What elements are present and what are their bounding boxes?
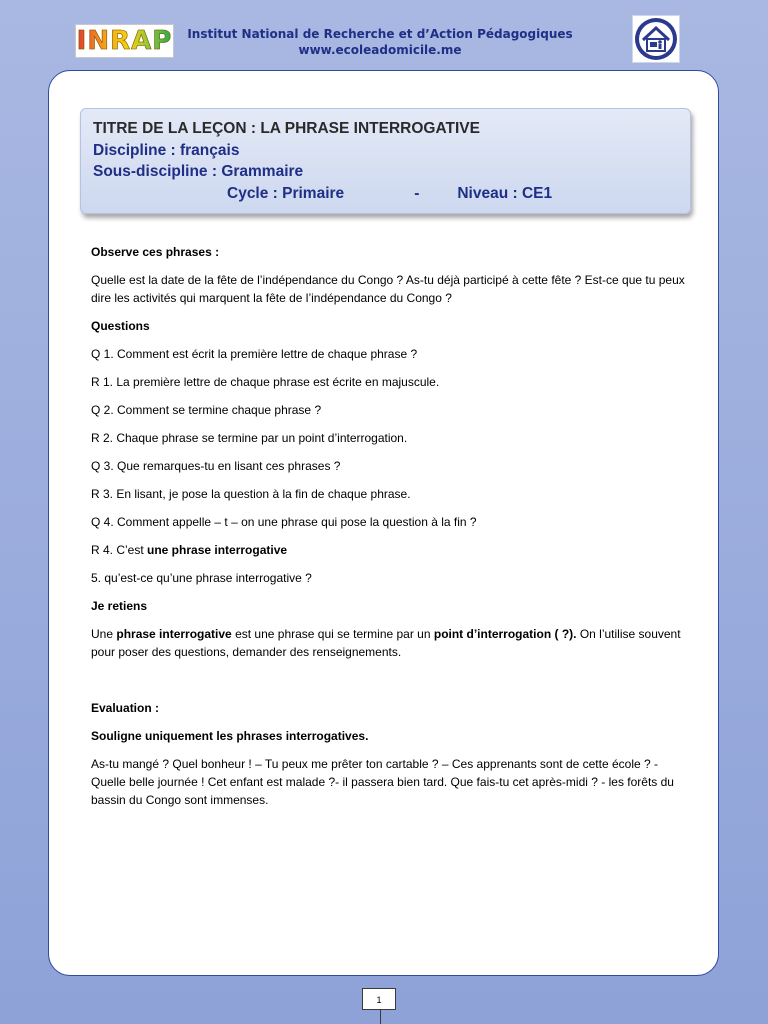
retiens-bold-1: phrase interrogative xyxy=(116,627,232,641)
lesson-title: TITRE DE LA LEÇON : LA PHRASE INTERROGATIVE xyxy=(93,120,480,137)
observe-heading: Observe ces phrases : xyxy=(91,245,220,259)
website-link[interactable]: www.ecoleadomicile.me xyxy=(298,43,462,57)
retiens-part-3: On l’utilise souvent pour poser des questions, demander des renseignements. xyxy=(91,627,681,659)
answer-4-prefix: R 4. C’est xyxy=(91,543,148,557)
retiens-heading: Je retiens xyxy=(91,599,148,613)
answer-4 xyxy=(91,541,691,559)
question-2: Q 2. Comment se termine chaque phrase ? xyxy=(91,403,322,417)
inrap-logo xyxy=(75,24,174,58)
evaluation-text: As-tu mangé ? Quel bonheur ! – Tu peux me prêter ton cartable ? – Ces apprenants sont de cette école ? - Quelle belle journée ! Cet enfant est malade ?- il passera bien tard. Que fais-tu cet après-midi ? - les forêts du bassin du Congo sont immenses. xyxy=(91,757,674,807)
lesson-title-box xyxy=(80,108,691,214)
cycle-separator: - xyxy=(414,184,420,202)
inrap-logo-text: INRAP xyxy=(76,26,173,56)
lesson-niveau: Niveau : CE1 xyxy=(457,184,553,202)
retiens-part-2: est une phrase qui se termine par un xyxy=(231,627,434,641)
question-4: Q 4. Comment appelle – t – on une phrase qui pose la question à la fin ? xyxy=(91,515,477,529)
lesson-content xyxy=(91,243,691,819)
page-number-divider xyxy=(380,1010,381,1024)
questions-heading: Questions xyxy=(91,319,150,333)
retiens-bold-2: point d’interrogation ( ?). xyxy=(433,627,577,641)
page-header xyxy=(0,0,768,70)
answer-2: R 2. Chaque phrase se termine par un point d’interrogation. xyxy=(91,431,408,445)
answer-3: R 3. En lisant, je pose la question à la fin de chaque phrase. xyxy=(91,487,411,501)
question-5: 5. qu’est-ce qu’une phrase interrogative ? xyxy=(91,571,312,585)
question-1: Q 1. Comment est écrit la première lettre de chaque phrase ? xyxy=(91,347,418,361)
lesson-cycle-row xyxy=(93,183,690,205)
page-number: 1 xyxy=(362,988,396,1010)
question-3: Q 3. Que remarques-tu en lisant ces phrases ? xyxy=(91,459,341,473)
lesson-discipline: Discipline : français xyxy=(93,141,240,159)
lesson-sous-discipline: Sous-discipline : Grammaire xyxy=(93,163,304,180)
institute-name: Institut National de Recherche et d’Action Pédagogiques xyxy=(187,27,573,41)
header-title xyxy=(180,26,580,58)
evaluation-instruction: Souligne uniquement les phrases interrogatives. xyxy=(91,729,369,743)
answer-1: R 1. La première lettre de chaque phrase est écrite en majuscule. xyxy=(91,375,440,389)
answer-4-bold: une phrase interrogative xyxy=(147,543,288,557)
observe-text: Quelle est la date de la fête de l’indépendance du Congo ? As-tu déjà participé à cette fête ? Est-ce que tu peux dire les activités qui marquent la fête de l’indépendance du Congo ? xyxy=(91,273,685,305)
house-logo-icon xyxy=(632,15,680,63)
evaluation-heading: Evaluation : xyxy=(91,701,160,715)
retiens-text xyxy=(91,625,691,661)
retiens-part-1: Une xyxy=(91,627,117,641)
lesson-cycle: Cycle : Primaire xyxy=(227,184,345,202)
